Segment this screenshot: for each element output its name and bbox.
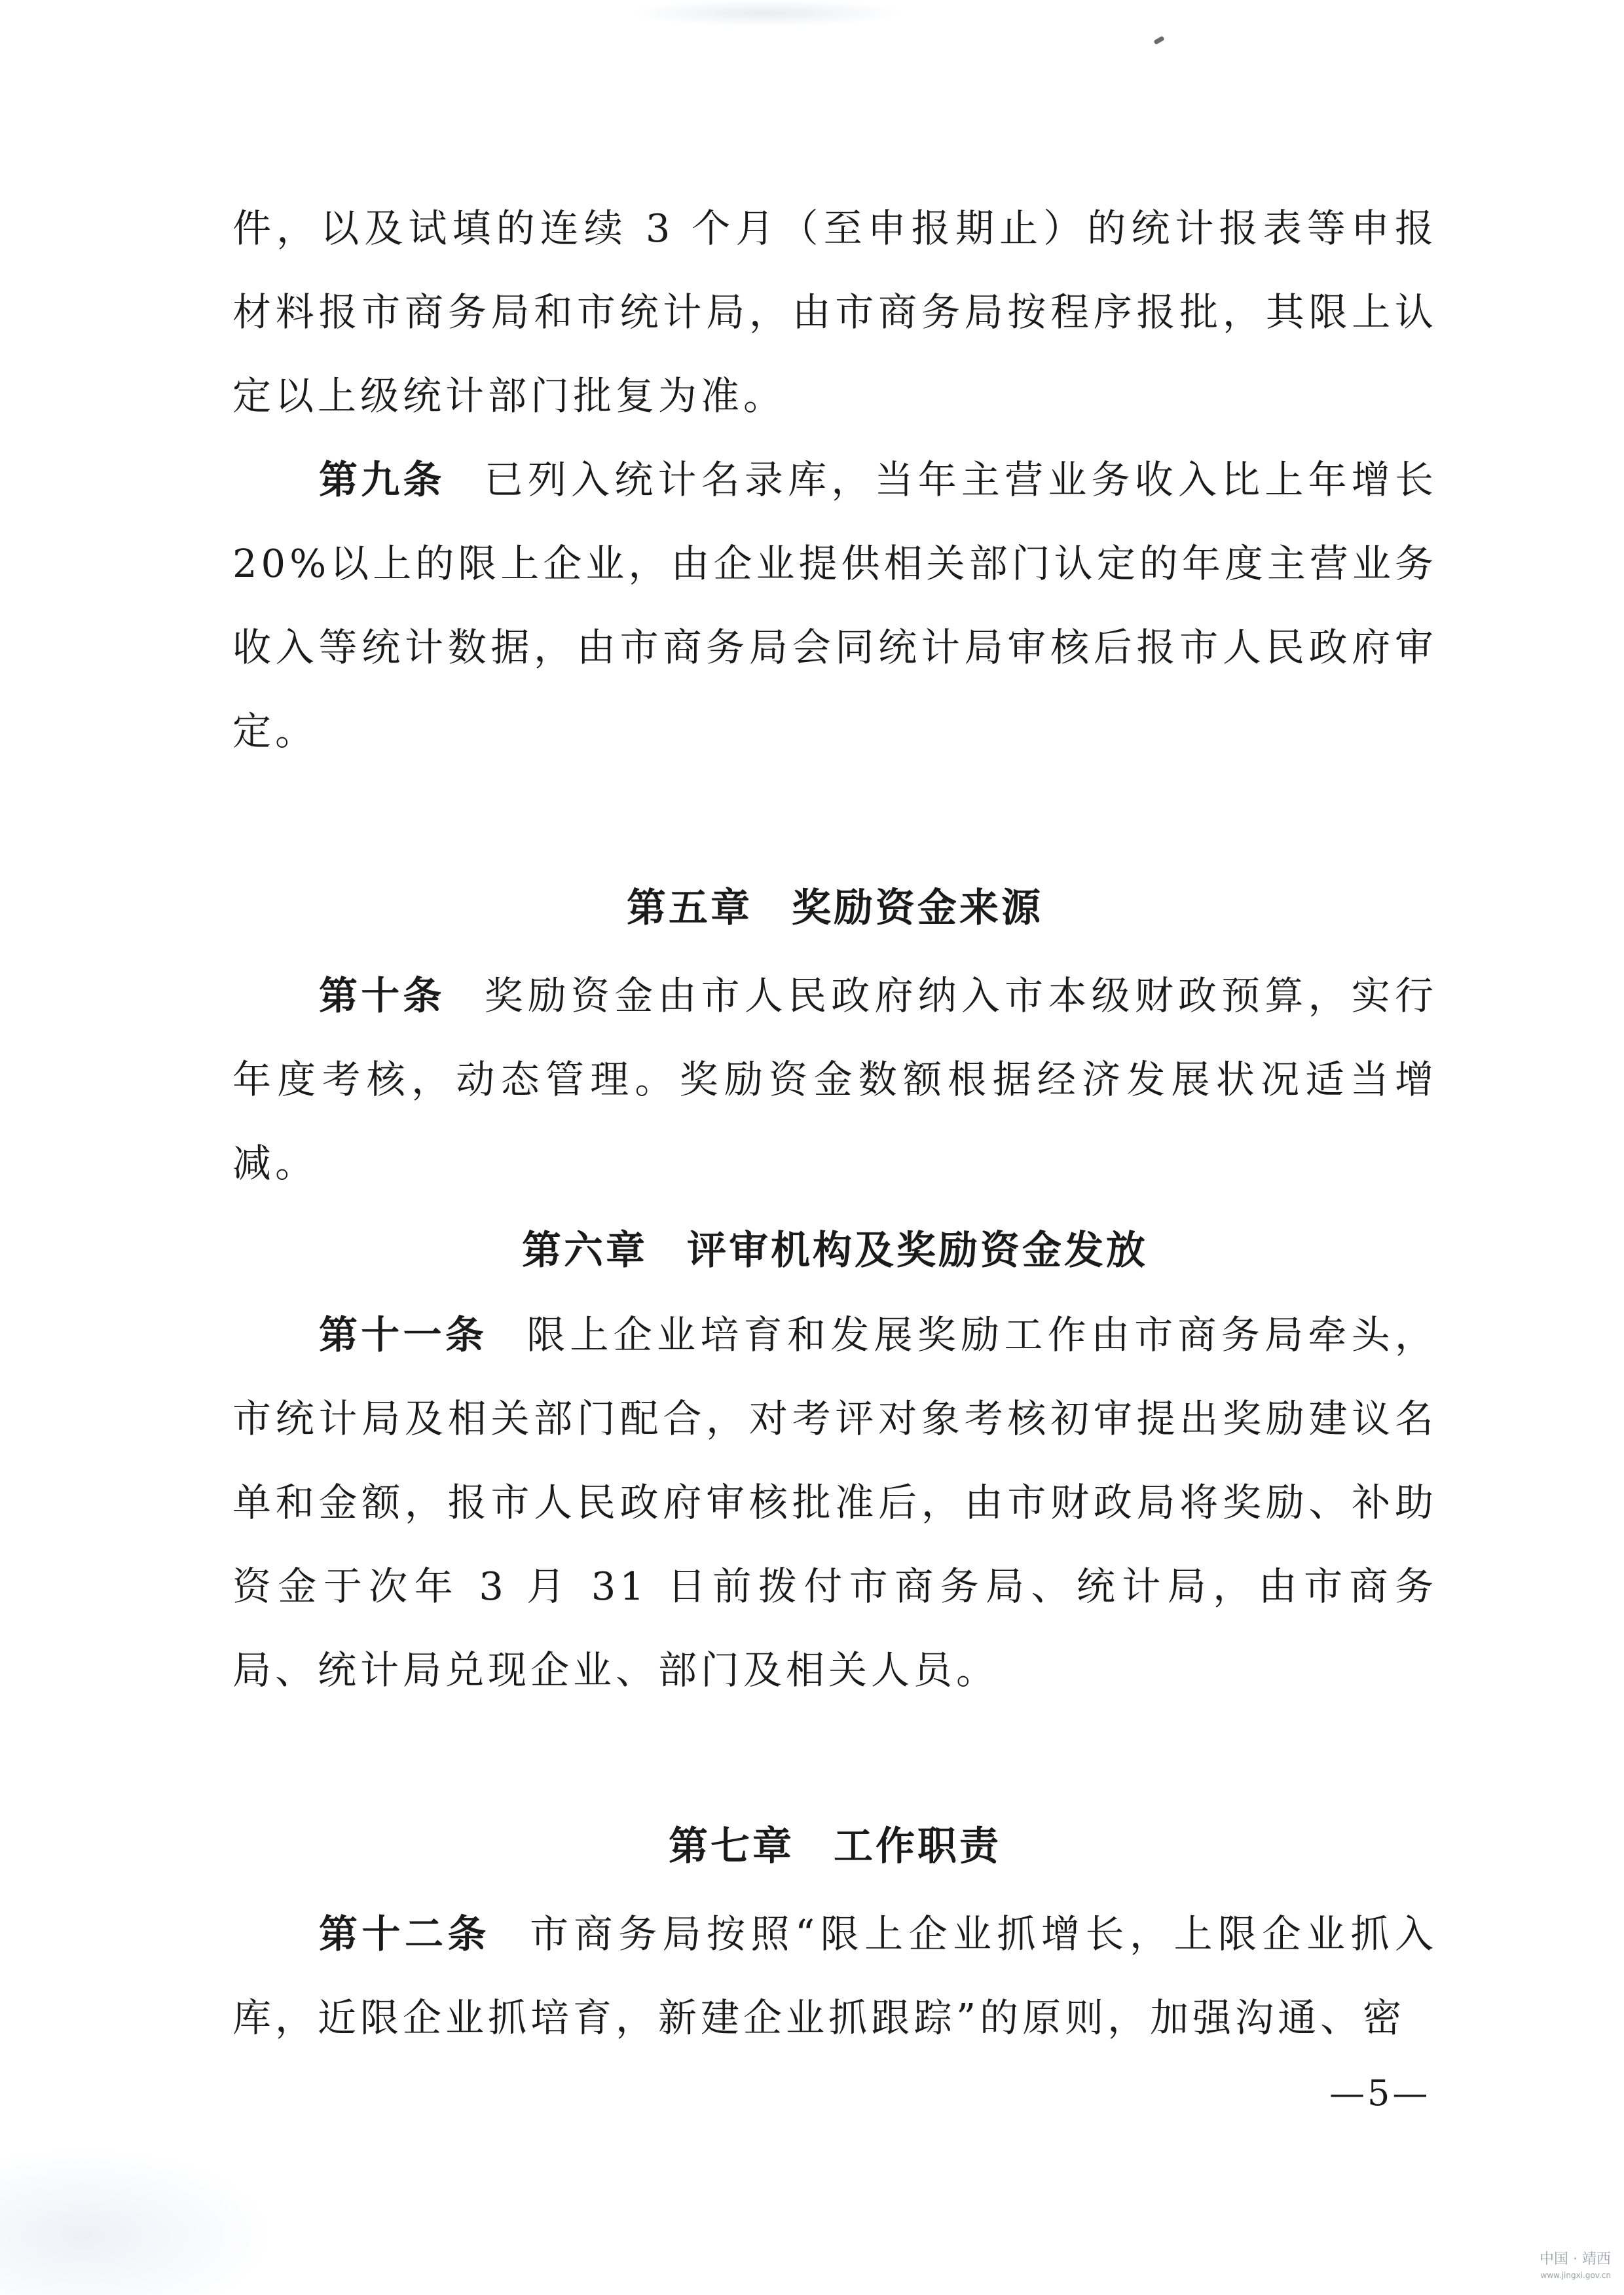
chapter-6-heading — [232, 1224, 1437, 1277]
article-11-text: 限上企业培育和发展奖励工作由市商务局牵头，市统计局及相关部门配合，对考评对象考核初审提出奖励建议名单和金额，报市人民政府审核批准后，由市财政局将奖励、补助资金于次年 3 月 31 日前拨付市商务局、统计局，由市商务局、统计局兑现企业、部门及相关人员。 — [232, 1312, 1437, 1693]
article-9 — [232, 438, 1437, 773]
article-10-label: 第十条 — [319, 973, 445, 1018]
chapter-6-title: 评审机构及奖励资金发放 — [687, 1228, 1148, 1274]
article-10 — [232, 954, 1437, 1205]
article-11-label: 第十一条 — [319, 1312, 488, 1357]
article-11 — [232, 1293, 1437, 1712]
chapter-5-number: 第五章 — [627, 885, 752, 931]
article-12-text: 市商务局按照“限上企业抓增长，上限企业抓入库，近限企业抓培育，新建企业抓跟踪”的原则，加强沟通、密 — [232, 1911, 1437, 2040]
article-12-label: 第十二条 — [319, 1911, 490, 1956]
chapter-5-title: 奖励资金来源 — [792, 885, 1043, 931]
scan-smudge — [629, 0, 904, 26]
article-9-label: 第九条 — [319, 457, 445, 502]
article-9-text: 已列入统计名录库，当年主营业务收入比上年增长 20%以上的限上企业，由企业提供相关部门认定的年度主营业务收入等统计数据，由市商务局会同统计局审核后报市人民政府审定。 — [232, 457, 1437, 754]
site-watermark — [1540, 2252, 1611, 2283]
chapter-7-number: 第七章 — [669, 1824, 794, 1869]
watermark-url: www.jingxi.gov.cn — [1540, 2271, 1611, 2280]
chapter-7-title: 工作职责 — [834, 1824, 1001, 1869]
scan-smudge — [0, 2148, 275, 2295]
chapter-5-heading — [232, 882, 1437, 934]
paragraph-continued: 件，以及试填的连续 3 个月（至申报期止）的统计报表等申报材料报市商务局和市统计局，由市商务局按程序报批，其限上认定以上级统计部门批复为准。 — [232, 206, 1437, 418]
page-number: —5— — [1329, 2072, 1431, 2114]
chapter-7-heading — [232, 1820, 1437, 1873]
article-10-text: 奖励资金由市人民政府纳入市本级财政预算，实行年度考核，动态管理。奖励资金数额根据经济发展状况适当增减。 — [232, 973, 1437, 1186]
article-12 — [232, 1892, 1437, 2060]
scan-mark — [1153, 35, 1164, 45]
chapter-6-number: 第六章 — [522, 1228, 648, 1274]
watermark-text: 中国 · 靖西 — [1540, 2251, 1611, 2267]
